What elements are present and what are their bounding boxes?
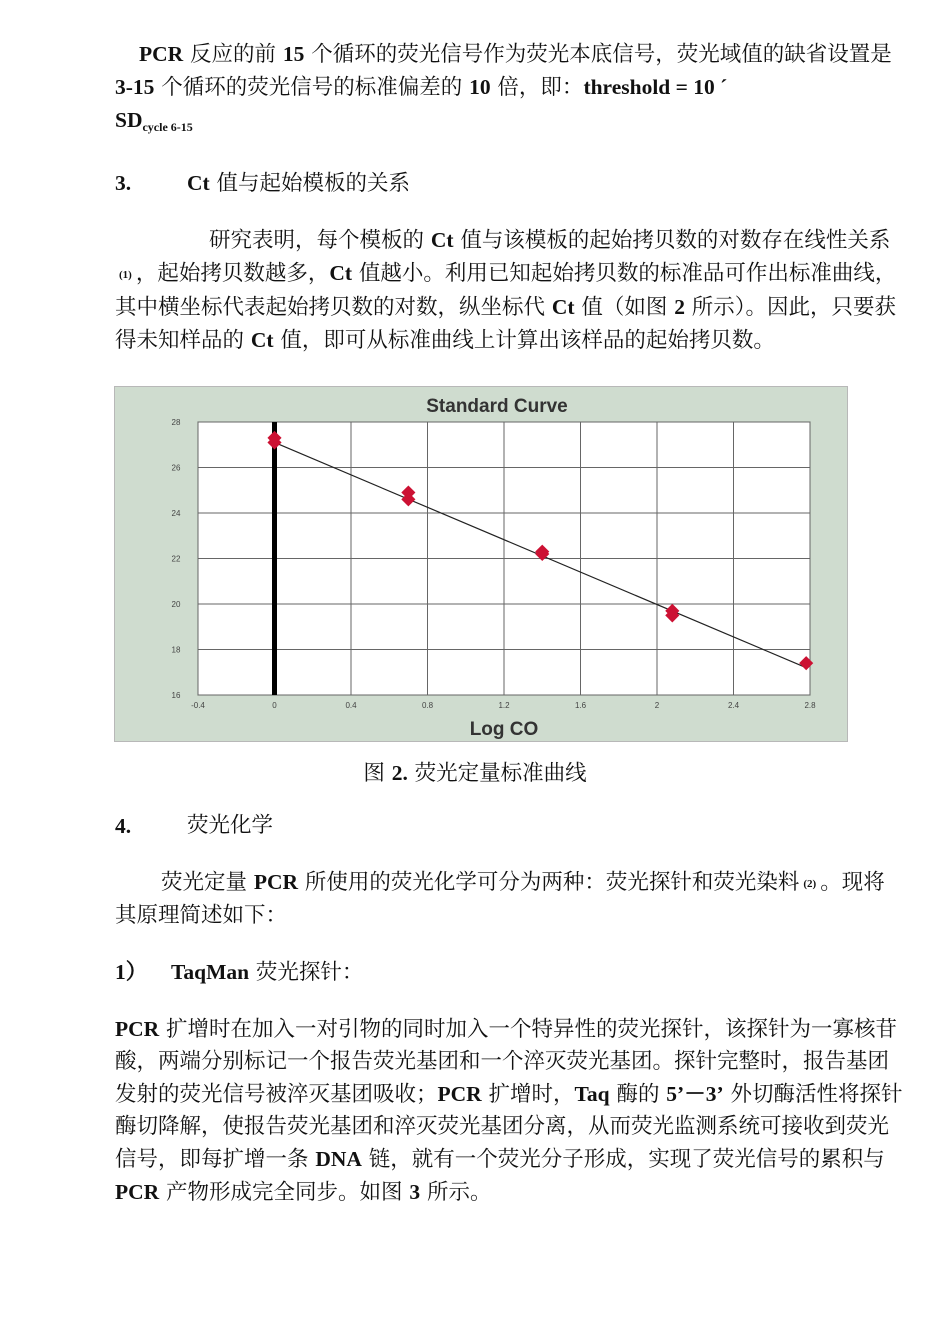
x-tick-label: 2 [654, 701, 660, 710]
section-3-heading: 3. Ct 值与起始模板的关系 [115, 171, 411, 196]
y-tick-label: 26 [171, 463, 181, 473]
intro-paragraph: PCR 反应的前 15 个循环的荧光信号作为荧光本底信号，荧光域值的缺省设置是 3-15 个循环的荧光信号的标准偏差的 10 倍，即：threshold = 10 ´ $SD_{cycle 6-15}$ [115, 42, 892, 134]
standard-curve-chart [114, 386, 848, 742]
y-tick-label: 16 [171, 691, 181, 700]
x-tick-labels [191, 701, 816, 710]
section-3-paragraph: 研究表明，每个模板的 Ct 值与该模板的起始拷贝数的对数存在线性关系(1) ，起始拷贝数越多，Ct 值越小。利用已知起始拷贝数的标准品可作出标准曲线，其中横坐标代表起始拷贝数的对数，纵坐标代 Ct 值（如图 2 所示）。因此，只要获得未知样品的 Ct 值，即可从标准曲线上计算出该样品的起始拷贝数。 [115, 228, 897, 353]
y-tick-labels [172, 418, 181, 700]
document-bottom [115, 810, 905, 1209]
document-top [115, 38, 905, 357]
x-tick-label: 0.4 [345, 701, 357, 710]
x-tick-label: 0.8 [421, 701, 434, 710]
section-4-heading: 4. 荧光化学 [115, 813, 274, 838]
x-tick-label: -0.4 [191, 701, 205, 710]
y-tick-label: 20 [171, 600, 181, 609]
chart-title: Standard Curve [426, 396, 568, 417]
y-tick-label: 28 [171, 418, 181, 427]
x-tick-label: 0 [272, 701, 277, 710]
y-tick-label: 22 [171, 554, 181, 564]
section-4-1-paragraph: PCR 扩增时在加入一对引物的同时加入一个特异性的荧光探针，该探针为一寡核苷酸，两端分别标记一个报告荧光基团和一个淬灭荧光基团。探针完整时，报告基团发射的荧光信号被淬灭基团吸收；PCR 扩增时，Taq 酶的 5’－3’ 外切酶活性将探针酶切降解，使报告荧光基团和淬灭荧光基团分离，从而荧光监测系统可接收到荧光信号，即每扩增一条 DNA 链，就有一个荧光分子形成，实现了荧光信号的累积与 PCR 产物形成完全同步。如图 3 所示。 [115, 1017, 903, 1205]
section-4-paragraph: 荧光定量 PCR 所使用的荧光化学可分为两种：荧光探针和荧光染料 (2) 。现将其原理简述如下： [115, 870, 885, 928]
x-tick-label: 2.4 [727, 701, 740, 710]
x-axis-label: Log CO [469, 719, 539, 740]
x-tick-label: 1.2 [498, 701, 510, 710]
y-tick-label: 24 [171, 509, 181, 518]
x-tick-label: 1.6 [574, 701, 587, 710]
y-tick-label: 18 [171, 645, 181, 655]
section-4-1-heading: 1） TaqMan 荧光探针： [115, 960, 364, 985]
figure-caption: 图 2. 荧光定量标准曲线 [363, 761, 587, 786]
chart-svg [115, 387, 847, 741]
x-tick-label: 2.8 [804, 701, 816, 710]
